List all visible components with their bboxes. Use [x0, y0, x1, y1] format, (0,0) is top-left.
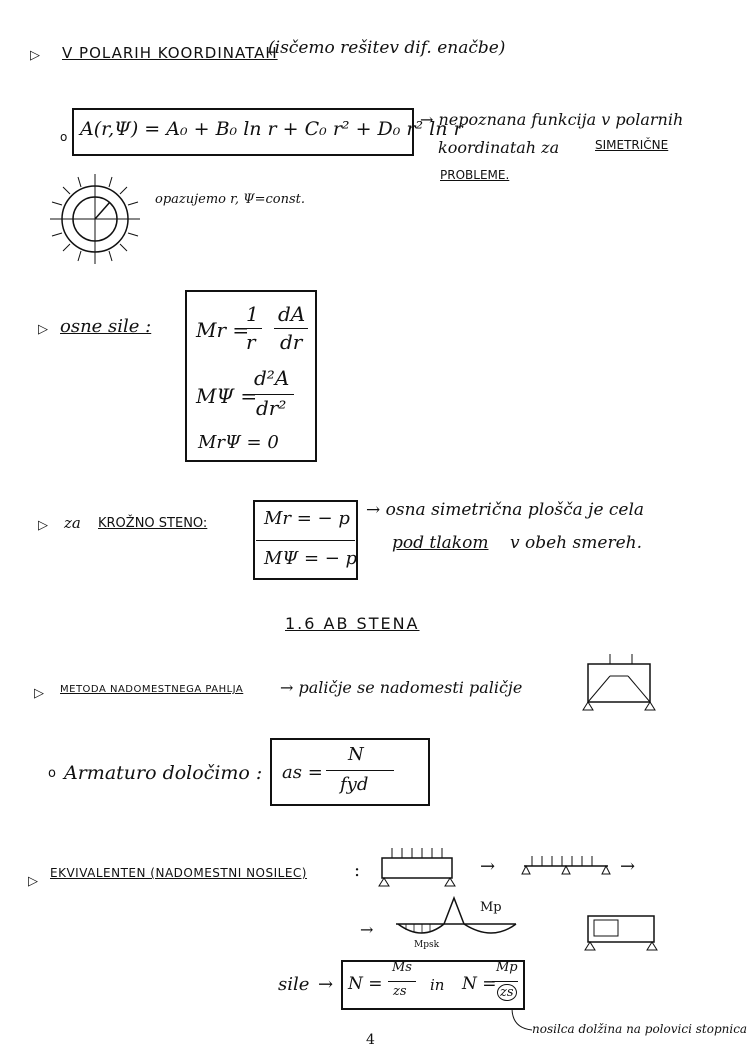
- mpsk-label: Mpsk: [414, 940, 440, 950]
- n-lhs: N =: [348, 974, 383, 994]
- frac-bar: [242, 328, 262, 329]
- moment-diagram-sketch: [392, 892, 522, 950]
- wall-note: → osna simetrična plošča je cela: [366, 500, 645, 520]
- formula-note-emphasis: SIMETRIČNE: [595, 138, 669, 152]
- n-lhs: N =: [462, 974, 497, 994]
- arrow: →: [360, 920, 374, 939]
- section-title: Armaturo določimo :: [64, 762, 263, 784]
- polar-function-formula: A(r,Ψ) = A₀ + B₀ ln r + C₀ r² + D₀ r² ln r: [80, 118, 463, 140]
- footnote: nosilca dolžina na polovici stopnica: [532, 1022, 748, 1036]
- colon: :: [354, 860, 361, 881]
- frac-bar: [388, 981, 416, 982]
- frac-num: Ms: [392, 960, 412, 975]
- frac-bar: [326, 770, 394, 771]
- frac-num: 1: [246, 302, 259, 326]
- bullet: ▷: [38, 322, 48, 337]
- formula-note: koordinatah za: [438, 138, 560, 157]
- section-title: osne sile :: [60, 316, 152, 337]
- frac-den: r: [246, 330, 256, 354]
- frac-den: dr: [280, 330, 303, 354]
- mpsi-eq: MΨ = − p: [264, 548, 358, 569]
- sketch-caption: opazujemo r, Ψ=const.: [155, 192, 305, 207]
- arrow: →: [620, 856, 636, 877]
- bullet: ▷: [34, 686, 44, 701]
- wall-note-emphasis: pod tlakom: [392, 533, 489, 553]
- eq-in: in: [430, 976, 445, 994]
- frac-num: N: [348, 744, 364, 765]
- frac-bar: [492, 981, 518, 982]
- frac-den: zs: [497, 984, 517, 1001]
- section-prefix: za: [64, 514, 81, 532]
- wall-note: v obeh smereh.: [510, 533, 642, 553]
- beam-sketch-2: [522, 846, 612, 886]
- circular-plate-sketch: [40, 172, 150, 267]
- chapter-heading: 1.6 AB STENA: [285, 614, 420, 633]
- divider: [256, 540, 355, 541]
- section-title: EKVIVALENTEN (NADOMESTNI NOSILEC): [50, 866, 307, 880]
- forces-label: sile: [278, 974, 310, 995]
- frac-den: dr²: [256, 396, 287, 420]
- bullet: o: [48, 766, 56, 781]
- formula-note: → nepoznana funkcija v polarnih: [420, 110, 684, 129]
- bullet: ▷: [38, 518, 48, 533]
- arrow: →: [480, 856, 496, 877]
- mr-lhs: Mr =: [196, 318, 250, 342]
- bullet: o: [60, 130, 68, 144]
- as-lhs: as =: [282, 762, 323, 783]
- frac-num: d²A: [254, 366, 290, 390]
- frac-bar: [250, 394, 294, 395]
- section-title: V POLARIH KOORDINATAH: [62, 44, 278, 62]
- section-title: KROŽNO STENO:: [98, 516, 208, 531]
- page-number: 4: [366, 1032, 375, 1048]
- section-note: (isčemo rešitev dif. enačbe): [268, 38, 506, 58]
- frac-den: fyd: [340, 774, 369, 795]
- section-title: METODA NADOMESTNEGA PAHLJA: [60, 684, 244, 695]
- mrpsi-eq: MrΨ = 0: [198, 432, 279, 453]
- formula-note-emphasis: PROBLEME.: [440, 168, 510, 182]
- truss-sketch: [580, 650, 660, 712]
- frac-num: dA: [278, 302, 306, 326]
- arrow: →: [318, 974, 334, 995]
- bullet: ▷: [30, 48, 40, 63]
- wall-sketch: [584, 910, 660, 956]
- section-note: → paličje se nadomesti paličje: [280, 678, 523, 697]
- frac-den: zs: [393, 984, 407, 999]
- frac-num: Mp: [496, 960, 518, 975]
- mpsi-lhs: MΨ =: [196, 384, 258, 408]
- bullet: ▷: [28, 874, 38, 889]
- mr-eq: Mr = − p: [264, 508, 350, 529]
- beam-sketch-1: [378, 840, 458, 890]
- frac-bar: [274, 328, 308, 329]
- mp-label: Mp: [480, 900, 502, 915]
